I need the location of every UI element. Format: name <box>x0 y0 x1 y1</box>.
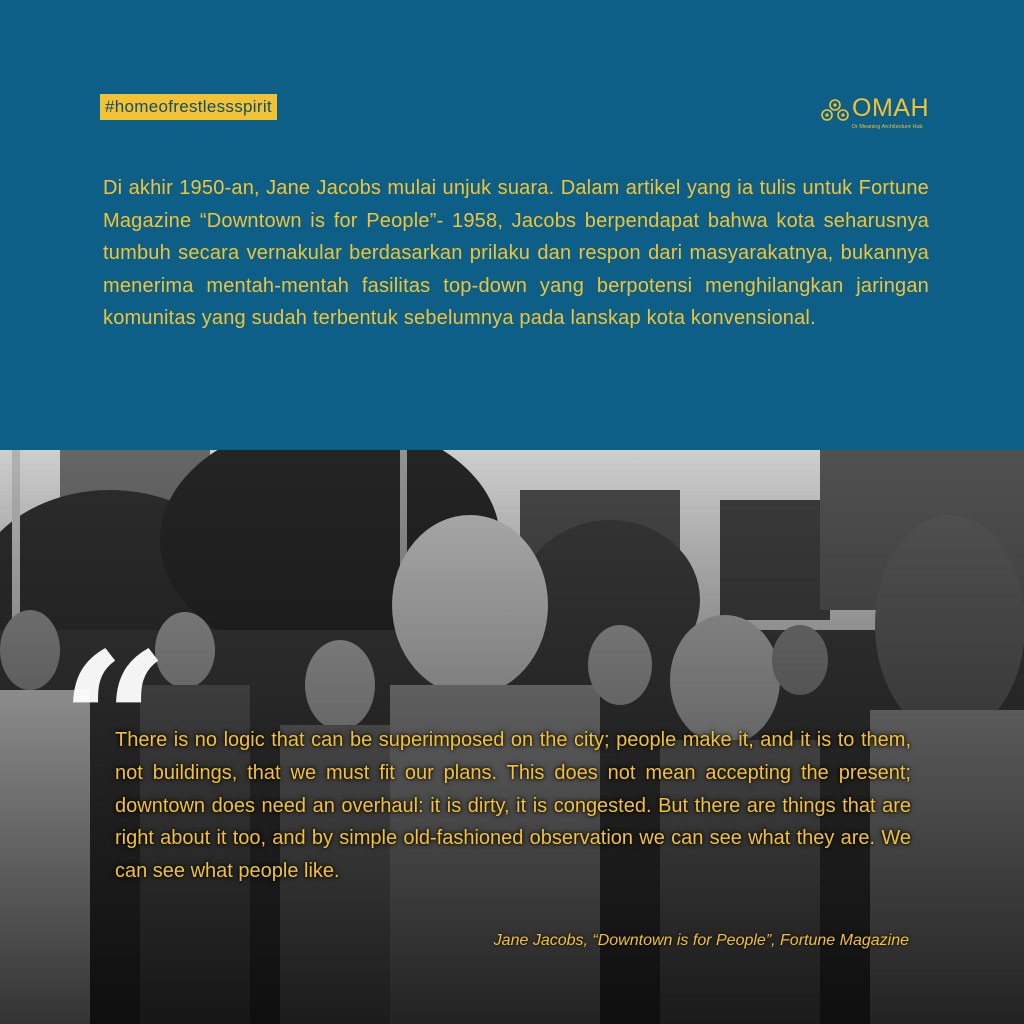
header-panel <box>0 0 1024 450</box>
logo-name: OMAH <box>852 94 929 122</box>
logo-mark-icon <box>818 98 852 124</box>
hashtag-label: #homeofrestlessspirit <box>100 94 277 120</box>
quote-mark-icon: “ <box>60 611 170 834</box>
logo-tagline: Dr Meaning Architecture Hub <box>852 124 923 130</box>
omah-logo <box>818 96 938 136</box>
quote-text: There is no logic that can be superimposed on the city; people make it, and it is to them, not buildings, that we must fit our plans. This does not mean accepting the present; downtown does need an overhaul: it is dirty, it is congested. But there are things that are right about it too, and by simple old-fashioned observation we can see what they are. We can see what people like. <box>115 729 911 883</box>
quote-citation: Jane Jacobs, “Downtown is for People”, Fortune Magazine <box>493 932 909 949</box>
intro-paragraph: Di akhir 1950-an, Jane Jacobs mulai unjuk suara. Dalam artikel yang ia tulis untuk Fortune Magazine “Downtown is for People”- 1958, Jacobs berpendapat bahwa kota seharusnya tumbuh secara vernakular berdasarkan prilaku dan respon dari masyarakatnya, bukannya menerima mentah-mentah fasilitas top-down yang berpotensi menghilangkan jaringan komunitas yang sudah terbentuk sebelumnya pada lanskap kota konvensional. <box>103 177 929 329</box>
